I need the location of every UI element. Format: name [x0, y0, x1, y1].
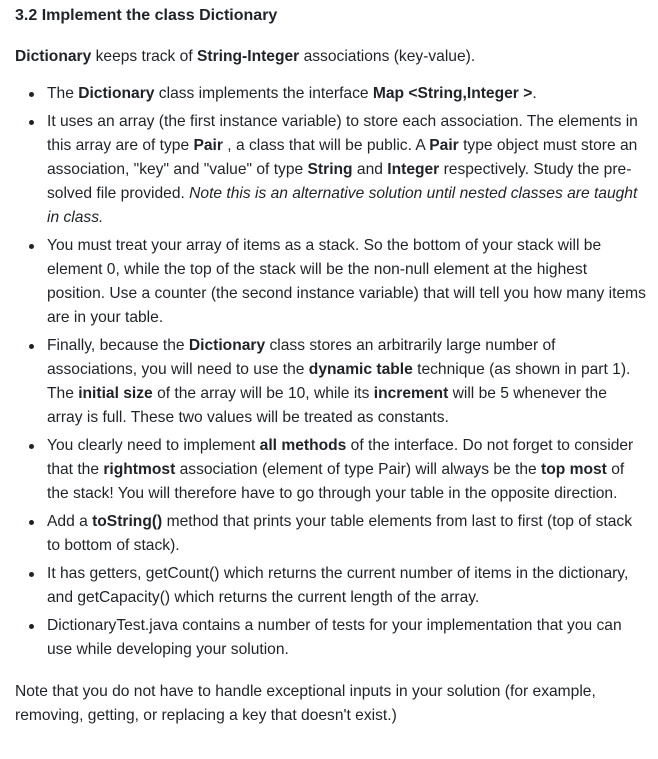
closing-note: Note that you do not have to handle exceptional inputs in your solution (for example, removing, getting, or replacing a key that doesn't exist.) — [15, 683, 596, 724]
list-item: Add a toString() method that prints your table elements from last to first (top of stack to bottom of stack). — [15, 510, 646, 558]
bullet-icon — [29, 120, 34, 125]
intro-paragraph: Dictionary keeps track of String-Integer associations (key-value). — [15, 48, 476, 65]
bullet-icon — [29, 624, 34, 629]
list-item: Finally, because the Dictionary class stores an arbitrarily large number of associations, you will need to use the dynamic table technique (as shown in part 1). The initial size of the array will be 10, while its increment will be 5 whenever the array is full. These two values will be treated as constants. — [15, 334, 646, 430]
section-heading: 3.2 Implement the class Dictionary — [15, 7, 278, 24]
list-item: It has getters, getCount() which returns the current number of items in the dictionary, and getCapacity() which returns the current length of the array. — [15, 562, 646, 610]
intro-type-pair: String-Integer — [197, 48, 300, 65]
requirements-list — [15, 82, 646, 662]
bullet-icon — [29, 572, 34, 577]
bullet-icon — [29, 444, 34, 449]
list-item: DictionaryTest.java contains a number of tests for your implementation that you can use while developing your solution. — [15, 614, 646, 662]
list-item: You clearly need to implement all methods of the interface. Do not forget to consider that the rightmost association (element of type Pair) will always be the top most of the stack! You will therefore have to go through your table in the opposite direction. — [15, 434, 646, 506]
bullet-icon — [29, 520, 34, 525]
bullet-icon — [29, 244, 34, 249]
bullet-icon — [29, 344, 34, 349]
list-item: You must treat your array of items as a stack. So the bottom of your stack will be element 0, while the top of the stack will be the non-null element at the highest position. Use a counter (the second instance variable) that will tell you how many items are in your table. — [15, 234, 646, 330]
list-item: The Dictionary class implements the interface Map <String,Integer >. — [15, 82, 646, 106]
bullet-icon — [29, 92, 34, 97]
list-item: It uses an array (the first instance variable) to store each association. The elements in this array are of type Pair , a class that will be public. A Pair type object must store an association, "key" and "value" of type String and Integer respectively. Study the pre-solved file provided. Note this is an alternative solution until nested classes are taught in class. — [15, 110, 646, 230]
intro-class-name: Dictionary — [15, 48, 92, 65]
